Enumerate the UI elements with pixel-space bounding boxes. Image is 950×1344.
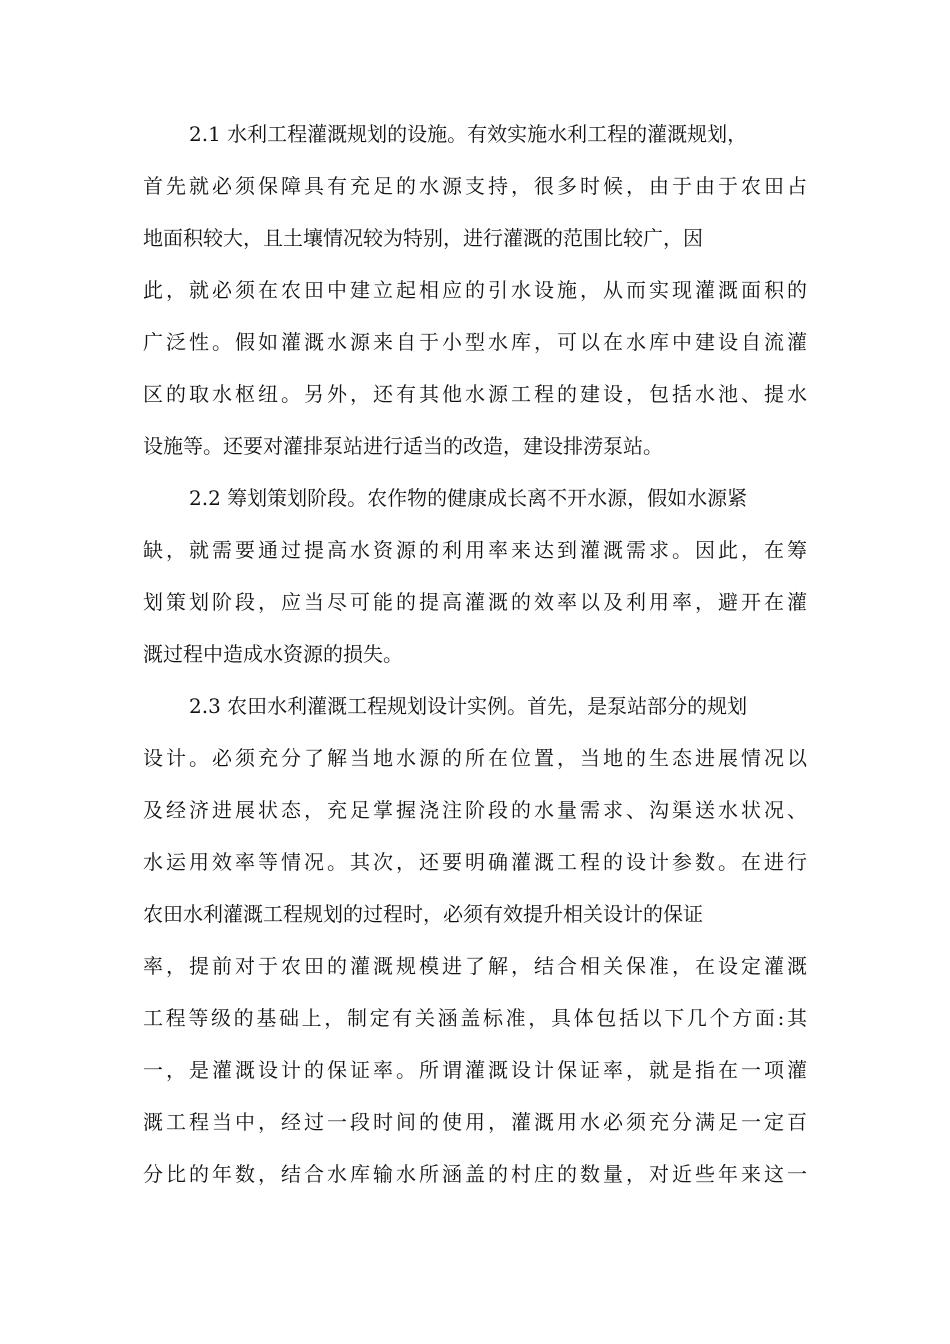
text-line: 划策划阶段，应当尽可能的提高灌溉的效率以及利用率，避开在灌 [143, 590, 807, 614]
text-line: 地面积较大，且土壤情况较为特别，进行灌溉的范围比较广，因 [143, 226, 703, 250]
paragraph-2-2 [143, 472, 807, 680]
text-line: 2.2 筹划策划阶段。农作物的健康成长离不开水源，假如水源紧 [189, 486, 748, 510]
text-line: 及经济进展状态，充足掌握浇注阶段的水量需求、沟渠送水状况、 [143, 798, 807, 822]
text-line: 设施等。还要对灌排泵站进行适当的改造，建设排涝泵站。 [143, 434, 663, 458]
text-line: 此，就必须在农田中建立起相应的引水设施，从而实现灌溉面积的 [143, 278, 807, 302]
paragraph-2-1 [143, 108, 807, 472]
text-line: 设计。必须充分了解当地水源的所在位置，当地的生态进展情况以 [143, 746, 807, 770]
text-line: 2.3 农田水利灌溉工程规划设计实例。首先，是泵站部分的规划 [189, 694, 748, 718]
text-line: 分比的年数，结合水库输水所涵盖的村庄的数量，对近些年来这一 [143, 1162, 807, 1186]
text-line: 率，提前对于农田的灌溉规模进了解，结合相关保准，在设定灌溉 [143, 954, 807, 978]
text-line: 一，是灌溉设计的保证率。所谓灌溉设计保证率，就是指在一项灌 [143, 1058, 807, 1082]
text-line: 农田水利灌溉工程规划的过程时，必须有效提升相关设计的保证 [143, 902, 703, 926]
text-line: 工程等级的基础上，制定有关涵盖标准，具体包括以下几个方面:其 [143, 1006, 807, 1030]
text-line: 2.1 水利工程灌溉规划的设施。有效实施水利工程的灌溉规划， [189, 122, 748, 146]
text-line: 水运用效率等情况。其次，还要明确灌溉工程的设计参数。在进行 [143, 850, 807, 874]
text-line: 广泛性。假如灌溉水源来自于小型水库，可以在水库中建设自流灌 [143, 330, 807, 354]
paragraph-2-3 [143, 680, 807, 1200]
text-line: 区的取水枢纽。另外，还有其他水源工程的建设，包括水池、提水 [143, 382, 807, 406]
text-line: 溉过程中造成水资源的损失。 [143, 642, 403, 666]
text-line: 首先就必须保障具有充足的水源支持，很多时候，由于由于农田占 [143, 174, 807, 198]
text-line: 缺，就需要通过提高水资源的利用率来达到灌溉需求。因此，在筹 [143, 538, 807, 562]
text-line: 溉工程当中，经过一段时间的使用，灌溉用水必须充分满足一定百 [143, 1110, 807, 1134]
document-body [143, 108, 807, 1200]
